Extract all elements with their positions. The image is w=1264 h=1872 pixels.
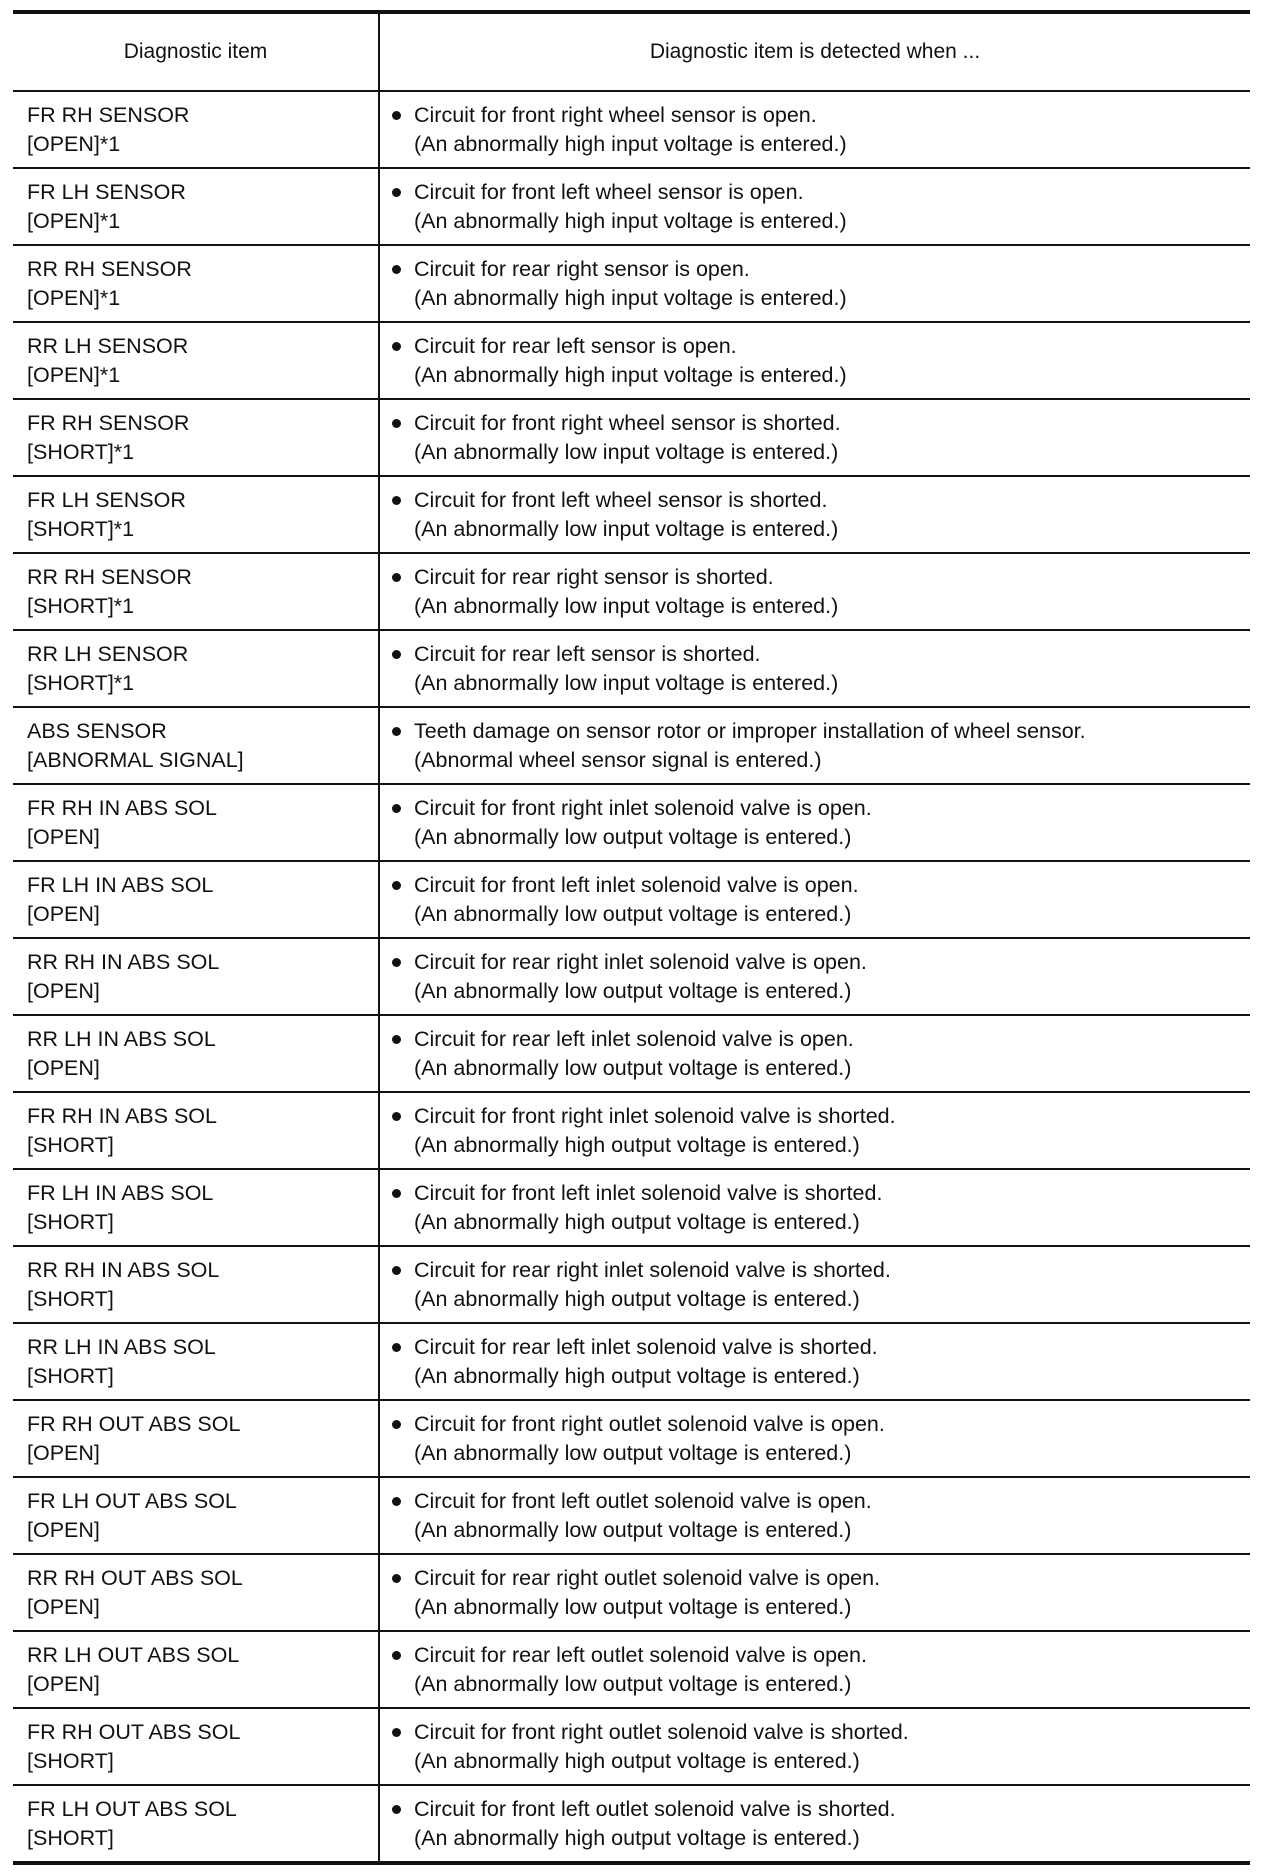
condition-text: Circuit for rear left inlet solenoid valve is shorted. [414, 1334, 878, 1359]
condition-bullet-item [392, 101, 1250, 159]
detection-condition-cell [379, 938, 1250, 1015]
diagnostic-item-cell [13, 553, 379, 630]
diagnostic-item-cell [13, 476, 379, 553]
condition-note: (An abnormally low output voltage is entered.) [414, 1671, 852, 1696]
condition-bullet-item [392, 255, 1250, 313]
diagnostic-item-line: FR LH SENSOR [27, 487, 186, 512]
diagnostic-item-cell [13, 245, 379, 322]
detection-condition-cell [379, 1708, 1250, 1785]
condition-text: Circuit for rear right inlet solenoid valve is open. [414, 949, 867, 974]
diagnostic-item-line: [OPEN] [27, 1440, 100, 1465]
condition-note: (An abnormally high output voltage is entered.) [414, 1748, 860, 1773]
table-row [13, 1323, 1250, 1400]
condition-note: (An abnormally low output voltage is entered.) [414, 1440, 852, 1465]
condition-bullet-item [392, 332, 1250, 390]
condition-text: Circuit for front right inlet solenoid valve is open. [414, 795, 872, 820]
diagnostic-item-line: FR RH OUT ABS SOL [27, 1411, 241, 1436]
diagnostic-item-cell [13, 630, 379, 707]
condition-note: (An abnormally low output voltage is entered.) [414, 824, 852, 849]
bullet-icon [392, 1651, 401, 1660]
bullet-icon [392, 1266, 401, 1275]
table-row [13, 1785, 1250, 1863]
table-row [13, 784, 1250, 861]
diagnostic-item-line: FR RH IN ABS SOL [27, 795, 217, 820]
diagnostic-item-cell [13, 1554, 379, 1631]
diagnostic-item-line: RR LH SENSOR [27, 641, 189, 666]
condition-bullet-item [392, 948, 1250, 1006]
diagnostic-item-line: FR LH SENSOR [27, 179, 186, 204]
bullet-icon [392, 1189, 401, 1198]
condition-text: Circuit for front left outlet solenoid valve is open. [414, 1488, 872, 1513]
diagnostic-item-line: FR RH SENSOR [27, 102, 190, 127]
condition-text: Circuit for rear right sensor is open. [414, 256, 750, 281]
diagnostic-table-sheet [13, 10, 1250, 1865]
diagnostic-item-line: [SHORT]*1 [27, 670, 135, 695]
detection-condition-cell [379, 630, 1250, 707]
table-row [13, 1631, 1250, 1708]
table-row [13, 1477, 1250, 1554]
condition-note: (An abnormally high input voltage is entered.) [414, 131, 847, 156]
diagnostic-item-line: FR RH OUT ABS SOL [27, 1719, 241, 1744]
detection-condition-cell [379, 707, 1250, 784]
diagnostic-item-line: RR RH SENSOR [27, 256, 192, 281]
diagnostic-item-line: FR LH IN ABS SOL [27, 872, 214, 897]
diagnostic-item-line: [OPEN] [27, 824, 100, 849]
diagnostic-item-line: ABS SENSOR [27, 718, 167, 743]
condition-note: (An abnormally low input voltage is entered.) [414, 516, 839, 541]
condition-note: (An abnormally low output voltage is entered.) [414, 978, 852, 1003]
diagnostic-item-line: [SHORT] [27, 1209, 114, 1234]
bullet-icon [392, 958, 401, 967]
condition-text: Circuit for rear left outlet solenoid valve is open. [414, 1642, 867, 1667]
table-row [13, 707, 1250, 784]
diagnostic-item-cell [13, 1785, 379, 1863]
bullet-icon [392, 1035, 401, 1044]
diagnostic-item-line: RR LH SENSOR [27, 333, 189, 358]
table-row [13, 476, 1250, 553]
diagnostic-item-line: [OPEN] [27, 1671, 100, 1696]
condition-bullet-item [392, 1487, 1250, 1545]
condition-text: Circuit for front left outlet solenoid valve is shorted. [414, 1796, 896, 1821]
detection-condition-cell [379, 399, 1250, 476]
bullet-icon [392, 265, 401, 274]
detection-condition-cell [379, 1554, 1250, 1631]
bullet-icon [392, 188, 401, 197]
diagnostic-item-line: RR LH IN ABS SOL [27, 1026, 216, 1051]
diagnostic-item-cell [13, 399, 379, 476]
detection-condition-cell [379, 861, 1250, 938]
condition-text: Circuit for front right inlet solenoid valve is shorted. [414, 1103, 896, 1128]
condition-text: Circuit for front left wheel sensor is open. [414, 179, 804, 204]
diagnostic-item-cell [13, 1631, 379, 1708]
detection-condition-cell [379, 553, 1250, 630]
diagnostic-item-line: [OPEN]*1 [27, 131, 121, 156]
bullet-icon [392, 1343, 401, 1352]
diagnostic-item-line: [OPEN] [27, 978, 100, 1003]
condition-bullet-item [392, 1641, 1250, 1699]
detection-condition-cell [379, 784, 1250, 861]
header-detection-condition: Diagnostic item is detected when ... [379, 12, 1250, 91]
diagnostic-item-line: [OPEN] [27, 1517, 100, 1542]
bullet-icon [392, 573, 401, 582]
condition-text: Circuit for front right wheel sensor is shorted. [414, 410, 841, 435]
condition-bullet-item [392, 1256, 1250, 1314]
table-row [13, 1708, 1250, 1785]
condition-note: (An abnormally high output voltage is entered.) [414, 1209, 860, 1234]
diagnostic-item-line: FR LH OUT ABS SOL [27, 1488, 237, 1513]
bullet-icon [392, 1728, 401, 1737]
detection-condition-cell [379, 1169, 1250, 1246]
condition-note: (An abnormally low output voltage is entered.) [414, 1517, 852, 1542]
table-row [13, 861, 1250, 938]
diagnostic-item-line: FR RH SENSOR [27, 410, 190, 435]
condition-text: Circuit for front right outlet solenoid valve is open. [414, 1411, 885, 1436]
condition-bullet-item [392, 409, 1250, 467]
diagnostic-item-line: [SHORT] [27, 1132, 114, 1157]
diagnostic-item-line: [OPEN]*1 [27, 285, 121, 310]
diagnostic-item-cell [13, 168, 379, 245]
diagnostic-item-cell [13, 1708, 379, 1785]
diagnostic-item-line: FR RH IN ABS SOL [27, 1103, 217, 1128]
condition-bullet-item [392, 1718, 1250, 1776]
condition-bullet-item [392, 1564, 1250, 1622]
diagnostic-item-line: [SHORT] [27, 1363, 114, 1388]
condition-note: (An abnormally high input voltage is entered.) [414, 208, 847, 233]
bullet-icon [392, 342, 401, 351]
diagnostic-item-cell [13, 1323, 379, 1400]
diagnostic-item-line: FR LH OUT ABS SOL [27, 1796, 237, 1821]
condition-note: (An abnormally low output voltage is entered.) [414, 901, 852, 926]
condition-bullet-item [392, 486, 1250, 544]
table-header [13, 12, 1250, 91]
diagnostic-item-line: RR LH IN ABS SOL [27, 1334, 216, 1359]
detection-condition-cell [379, 168, 1250, 245]
table-row [13, 245, 1250, 322]
condition-note: (An abnormally low input voltage is entered.) [414, 439, 839, 464]
diagnostic-item-line: [SHORT]*1 [27, 593, 135, 618]
diagnostic-item-line: [ABNORMAL SIGNAL] [27, 747, 244, 772]
condition-note: (An abnormally high output voltage is entered.) [414, 1363, 860, 1388]
table-row [13, 553, 1250, 630]
diagnostic-item-line: [SHORT] [27, 1825, 114, 1850]
table-row [13, 1092, 1250, 1169]
diagnostic-item-line: [SHORT] [27, 1286, 114, 1311]
condition-note: (An abnormally low input voltage is entered.) [414, 593, 839, 618]
diagnostic-item-line: [SHORT]*1 [27, 439, 135, 464]
diagnostic-item-cell [13, 1169, 379, 1246]
diagnostic-item-cell [13, 1477, 379, 1554]
condition-bullet-item [392, 1025, 1250, 1083]
table-row [13, 1169, 1250, 1246]
condition-text: Circuit for rear left sensor is shorted. [414, 641, 761, 666]
detection-condition-cell [379, 1246, 1250, 1323]
bullet-icon [392, 1574, 401, 1583]
condition-bullet-item [392, 717, 1250, 775]
detection-condition-cell [379, 1477, 1250, 1554]
detection-condition-cell [379, 245, 1250, 322]
condition-bullet-item [392, 563, 1250, 621]
bullet-icon [392, 804, 401, 813]
bullet-icon [392, 111, 401, 120]
diagnostic-item-cell [13, 784, 379, 861]
condition-text: Circuit for front right wheel sensor is open. [414, 102, 817, 127]
condition-bullet-item [392, 1102, 1250, 1160]
bullet-icon [392, 1805, 401, 1814]
detection-condition-cell [379, 476, 1250, 553]
table-row [13, 938, 1250, 1015]
condition-note: (An abnormally low output voltage is entered.) [414, 1594, 852, 1619]
diagnostic-item-line: RR LH OUT ABS SOL [27, 1642, 240, 1667]
table-body [13, 91, 1250, 1863]
bullet-icon [392, 1497, 401, 1506]
condition-text: Teeth damage on sensor rotor or improper installation of wheel sensor. [414, 718, 1086, 743]
condition-text: Circuit for front right outlet solenoid valve is shorted. [414, 1719, 909, 1744]
diagnostic-item-cell [13, 322, 379, 399]
detection-condition-cell [379, 1092, 1250, 1169]
diagnostic-item-line: FR LH IN ABS SOL [27, 1180, 214, 1205]
diagnostic-item-line: RR RH IN ABS SOL [27, 1257, 220, 1282]
condition-text: Circuit for front left inlet solenoid valve is shorted. [414, 1180, 883, 1205]
condition-bullet-item [392, 640, 1250, 698]
diagnostic-item-cell [13, 1015, 379, 1092]
condition-bullet-item [392, 1333, 1250, 1391]
header-row [13, 12, 1250, 91]
detection-condition-cell [379, 91, 1250, 168]
condition-bullet-item [392, 871, 1250, 929]
condition-note: (An abnormally high output voltage is entered.) [414, 1132, 860, 1157]
table-row [13, 1554, 1250, 1631]
table-row [13, 322, 1250, 399]
condition-text: Circuit for rear left inlet solenoid valve is open. [414, 1026, 854, 1051]
detection-condition-cell [379, 1323, 1250, 1400]
diagnostic-item-cell [13, 1400, 379, 1477]
table-row [13, 1015, 1250, 1092]
condition-text: Circuit for rear right sensor is shorted. [414, 564, 774, 589]
bullet-icon [392, 650, 401, 659]
table-row [13, 1246, 1250, 1323]
condition-note: (Abnormal wheel sensor signal is entered.) [414, 747, 822, 772]
bullet-icon [392, 1112, 401, 1121]
diagnostic-item-cell [13, 1246, 379, 1323]
condition-text: Circuit for front left inlet solenoid valve is open. [414, 872, 859, 897]
table-row [13, 168, 1250, 245]
diagnostic-item-line: [SHORT] [27, 1748, 114, 1773]
condition-note: (An abnormally low output voltage is entered.) [414, 1055, 852, 1080]
diagnostic-item-line: [OPEN] [27, 1594, 100, 1619]
condition-bullet-item [392, 178, 1250, 236]
detection-condition-cell [379, 1631, 1250, 1708]
table-row [13, 399, 1250, 476]
condition-text: Circuit for front left wheel sensor is shorted. [414, 487, 828, 512]
condition-bullet-item [392, 1795, 1250, 1853]
detection-condition-cell [379, 1015, 1250, 1092]
table-row [13, 91, 1250, 168]
detection-condition-cell [379, 322, 1250, 399]
header-diagnostic-item: Diagnostic item [13, 12, 379, 91]
condition-note: (An abnormally high output voltage is entered.) [414, 1286, 860, 1311]
table-row [13, 1400, 1250, 1477]
table-row [13, 630, 1250, 707]
condition-text: Circuit for rear left sensor is open. [414, 333, 737, 358]
detection-condition-cell [379, 1785, 1250, 1863]
diagnostic-item-cell [13, 91, 379, 168]
diagnostic-item-line: [SHORT]*1 [27, 516, 135, 541]
diagnostic-item-cell [13, 861, 379, 938]
condition-text: Circuit for rear right outlet solenoid valve is open. [414, 1565, 881, 1590]
diagnostic-item-cell [13, 707, 379, 784]
condition-note: (An abnormally high input voltage is entered.) [414, 285, 847, 310]
diagnostic-item-line: RR RH OUT ABS SOL [27, 1565, 243, 1590]
diagnostic-item-line: [OPEN]*1 [27, 362, 121, 387]
condition-bullet-item [392, 794, 1250, 852]
diagnostic-item-line: RR RH IN ABS SOL [27, 949, 220, 974]
bullet-icon [392, 1420, 401, 1429]
diagnostic-item-cell [13, 938, 379, 1015]
diagnostic-item-line: [OPEN] [27, 901, 100, 926]
diagnostic-table [13, 10, 1250, 1865]
condition-note: (An abnormally high input voltage is entered.) [414, 362, 847, 387]
condition-note: (An abnormally high output voltage is entered.) [414, 1825, 860, 1850]
bullet-icon [392, 419, 401, 428]
diagnostic-item-line: [OPEN]*1 [27, 208, 121, 233]
diagnostic-item-line: [OPEN] [27, 1055, 100, 1080]
bullet-icon [392, 881, 401, 890]
detection-condition-cell [379, 1400, 1250, 1477]
condition-text: Circuit for rear right inlet solenoid valve is shorted. [414, 1257, 891, 1282]
condition-note: (An abnormally low input voltage is entered.) [414, 670, 839, 695]
diagnostic-item-line: RR RH SENSOR [27, 564, 192, 589]
condition-bullet-item [392, 1179, 1250, 1237]
diagnostic-item-cell [13, 1092, 379, 1169]
bullet-icon [392, 496, 401, 505]
condition-bullet-item [392, 1410, 1250, 1468]
bullet-icon [392, 727, 401, 736]
